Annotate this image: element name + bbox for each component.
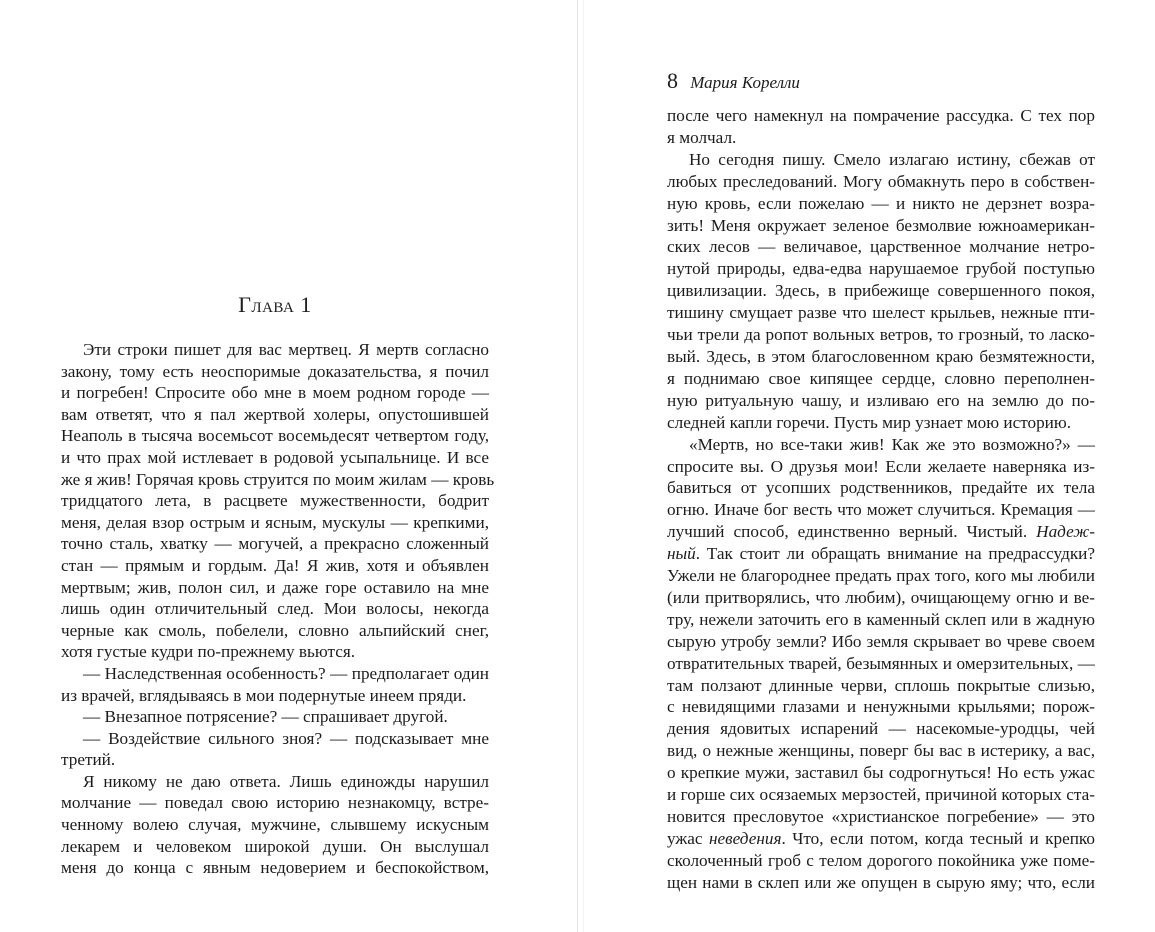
- line-text: сколоченный гроб с телом дорогого покойника уже поме-: [667, 850, 1095, 870]
- line-text: вам ответят, что я пал жертвой холеры, опустошившей: [61, 404, 489, 424]
- author-name: Мария Корелли: [690, 73, 800, 92]
- line-text: зить! Меня окружает зеленое безмолвие южноамерикан-: [667, 215, 1095, 235]
- text-line: [61, 577, 489, 599]
- text-line: [61, 749, 489, 771]
- text-line: [667, 850, 1095, 872]
- text-line: [61, 771, 489, 793]
- text-line: [667, 215, 1095, 237]
- text-line: [667, 171, 1095, 193]
- line-text: лучший способ, единственно верный. Чистый.: [667, 522, 1037, 542]
- right-page-body: [667, 105, 1095, 894]
- line-text: и погребен! Спросите обо мне в моем родном городе —: [61, 383, 489, 403]
- chapter-title: Глава 1: [238, 292, 312, 317]
- left-page-body: [61, 339, 495, 879]
- text-line: [61, 641, 489, 663]
- line-text: ченному волею случая, мужчине, слывшему искусным: [61, 815, 489, 835]
- line-text: мертвым; жив, полон сил, и даже горе оставило на мне: [61, 577, 489, 597]
- line-text: — Внезапное потрясение? — спрашивает другой.: [83, 707, 448, 727]
- text-line: [667, 587, 1095, 609]
- italic-text: Надеж-: [1036, 522, 1095, 542]
- text-line: [667, 631, 1095, 653]
- text-line: [667, 193, 1095, 215]
- text-line: [61, 404, 489, 426]
- line-text: меня, делая взор острым и ясным, мускулы — крепкими,: [61, 512, 489, 532]
- text-line: [667, 762, 1095, 784]
- line-text: нутой природы, едва-едва нарушаемое грубой поступью: [667, 259, 1095, 279]
- text-line: [61, 555, 489, 577]
- line-text: Но сегодня пишу. Смело излагаю истину, сбежав от: [689, 149, 1095, 169]
- line-text: Неаполь в тысяча восемьсот восемьдесят четвертом году,: [61, 426, 489, 446]
- text-line: [667, 806, 1095, 828]
- line-text: черные как смоль, побелели, словно альпийский снег,: [61, 620, 489, 640]
- text-line: [61, 836, 489, 858]
- text-line: [667, 499, 1095, 521]
- line-text: Ужели не благороднее предать прах того, кого мы любили: [667, 566, 1095, 586]
- line-text: с невидящими глазами и ненужными крыльями; порож-: [667, 697, 1095, 717]
- text-line: [667, 149, 1095, 171]
- text-line: [61, 469, 495, 491]
- line-text: ских лесов — величавое, царственное молчание нетро-: [667, 237, 1095, 257]
- text-line: [61, 620, 489, 642]
- line-text: бавиться от усопших родственников, предайте их тела: [667, 478, 1095, 498]
- text-line: [667, 565, 1095, 587]
- line-text: там ползают длинные черви, сплошь покрытые слизью,: [667, 675, 1095, 695]
- text-line: [61, 814, 489, 836]
- text-line: [61, 598, 489, 620]
- line-text: третий.: [61, 750, 116, 770]
- line-text: и горше сих осязаемых мерзостей, причиной которых ста-: [667, 785, 1095, 805]
- line-text: «Мертв, но все-таки жив! Как же это возможно?» —: [689, 434, 1095, 454]
- text-line: [667, 477, 1095, 499]
- line-text: . Что, если потом, когда тесный и крепко: [781, 828, 1095, 848]
- text-line: [61, 533, 489, 555]
- line-text: лекарем и человеком широкой души. Он выслушал: [61, 836, 489, 856]
- line-text: и что прах мой истлевает в родовой усыпальнице. И все: [61, 447, 489, 467]
- line-text: Эти строки пишет для вас мертвец. Я мертв согласно: [83, 340, 489, 359]
- line-text: цивилизации. Здесь, в прибежище совершенного покоя,: [667, 281, 1095, 301]
- line-text: — Воздействие сильного зноя? — подсказывает мне: [83, 728, 489, 748]
- italic-text: неведения: [708, 828, 782, 848]
- text-line: [667, 521, 1095, 543]
- text-line: [667, 236, 1095, 258]
- text-line: [667, 543, 1095, 565]
- text-line: [61, 685, 489, 707]
- line-text: отвратительных тварей, безымянных и омерзительных, —: [667, 653, 1095, 673]
- line-text: новится пресловутое «христианское погребение» — это: [667, 807, 1095, 826]
- text-line: [667, 784, 1095, 806]
- page-number: 8: [667, 68, 678, 93]
- text-line: [667, 368, 1095, 390]
- line-text: закону, тому есть неоспоримые доказательства, я почил: [61, 361, 489, 381]
- text-line: [667, 390, 1095, 412]
- line-text: . Так стоит ли обращать внимание на предрассудки?: [695, 544, 1095, 564]
- left-page: [0, 0, 577, 932]
- text-line: [667, 280, 1095, 302]
- text-line: [61, 361, 489, 383]
- text-line: [61, 728, 489, 750]
- line-text: стан — прямым и гордым. Да! Я жив, хотя и объявлен: [61, 555, 489, 575]
- text-line: [667, 127, 1095, 149]
- line-text: лишь один отличительный след. Мои волосы, некогда: [61, 599, 489, 619]
- text-line: [667, 258, 1095, 280]
- line-text: после чего намекнул на помрачение рассудка. С тех пор: [667, 106, 1095, 125]
- line-text: меня до конца с явным недоверием и беспокойством,: [61, 858, 489, 878]
- text-line: [667, 653, 1095, 675]
- text-line: [61, 792, 489, 814]
- text-line: [61, 663, 489, 685]
- text-line: [667, 696, 1095, 718]
- line-text: Я никому не даю ответа. Лишь единожды нарушил: [83, 771, 489, 791]
- line-text: любых преследований. Могу обмакнуть перо в собствен-: [667, 171, 1095, 191]
- line-text: ную кровь, если пожелаю — и никто не дерзнет возра-: [667, 193, 1095, 213]
- line-text: тридцатого лета, в расцвете мужественности, бодрит: [61, 491, 489, 511]
- line-text: ужас: [667, 828, 709, 848]
- line-text: (или притворялись, что любим), очищающему огню и ве-: [667, 587, 1095, 607]
- line-text: огню. Иначе бог весть что может случиться. Кремация —: [667, 500, 1095, 520]
- line-text: — Наследственная особенность? — предполагает один: [83, 663, 489, 683]
- line-text: дения ядовитых испарений — насекомые-уродцы, чей: [667, 719, 1095, 739]
- text-line: [667, 718, 1095, 740]
- line-text: точно сталь, хватку — могучей, а прекрасно сложенный: [61, 534, 489, 554]
- text-line: [667, 456, 1095, 478]
- line-text: щен нами в склеп или же опущен в сырую яму; что, если: [667, 872, 1095, 892]
- text-line: [61, 512, 489, 534]
- text-line: [61, 857, 489, 879]
- running-head: [667, 68, 800, 94]
- line-text: хотя густые кудри по-прежнему вьются.: [61, 642, 356, 662]
- line-text: следней капли горечи. Пусть мир узнает мою историю.: [667, 412, 1072, 432]
- line-text: тру, нежели заточить его в каменный склеп или в жадную: [667, 609, 1095, 629]
- text-line: [667, 434, 1095, 456]
- text-line: [61, 447, 489, 469]
- text-line: [667, 324, 1095, 346]
- text-line: [667, 675, 1095, 697]
- text-line: [61, 382, 489, 404]
- line-text: вид, о нежные женщины, поверг бы вас в истерику, а вас,: [667, 741, 1095, 761]
- line-text: молчание — поведал свою историю незнакомцу, встре-: [61, 793, 489, 813]
- line-text: я молчал.: [667, 127, 737, 147]
- text-line: [61, 490, 489, 512]
- text-line: [667, 828, 1095, 850]
- line-text: вый. Здесь, в этом благословенном краю безмятежности,: [667, 346, 1095, 366]
- line-text: чьи трели да ропот вольных ветров, то грозный, то ласко-: [667, 325, 1095, 345]
- text-line: [667, 412, 1095, 434]
- text-line: [667, 105, 1095, 127]
- text-line: [61, 339, 489, 361]
- line-text: тишину смущает разве что шелест крыльев, нежные пти-: [667, 303, 1095, 323]
- text-line: [667, 302, 1095, 324]
- text-line: [667, 609, 1095, 631]
- right-page: [578, 0, 1155, 932]
- line-text: я поднимаю свое кипящее сердце, словно переполнен-: [667, 368, 1095, 388]
- italic-text: ный: [667, 544, 696, 564]
- line-text: о крепкие мужи, заставил бы содрогнуться! Но есть ужас: [667, 763, 1095, 783]
- text-line: [667, 872, 1095, 894]
- line-text: ную ритуальную чашу, и изливаю его на землю до по-: [667, 390, 1095, 410]
- line-text: из врачей, вглядываясь в мои подернутые инеем пряди.: [61, 685, 467, 705]
- text-line: [61, 425, 489, 447]
- line-text: спросите вы. О друзья мои! Если желаете наверняка из-: [667, 456, 1095, 476]
- line-text: сырую утробу земли? Ибо земля скрывает во чреве своем: [667, 631, 1095, 651]
- text-line: [61, 706, 489, 728]
- line-text: же я жив! Горячая кровь струится по моим жилам — кровь: [61, 469, 495, 489]
- text-line: [667, 346, 1095, 368]
- text-line: [667, 740, 1095, 762]
